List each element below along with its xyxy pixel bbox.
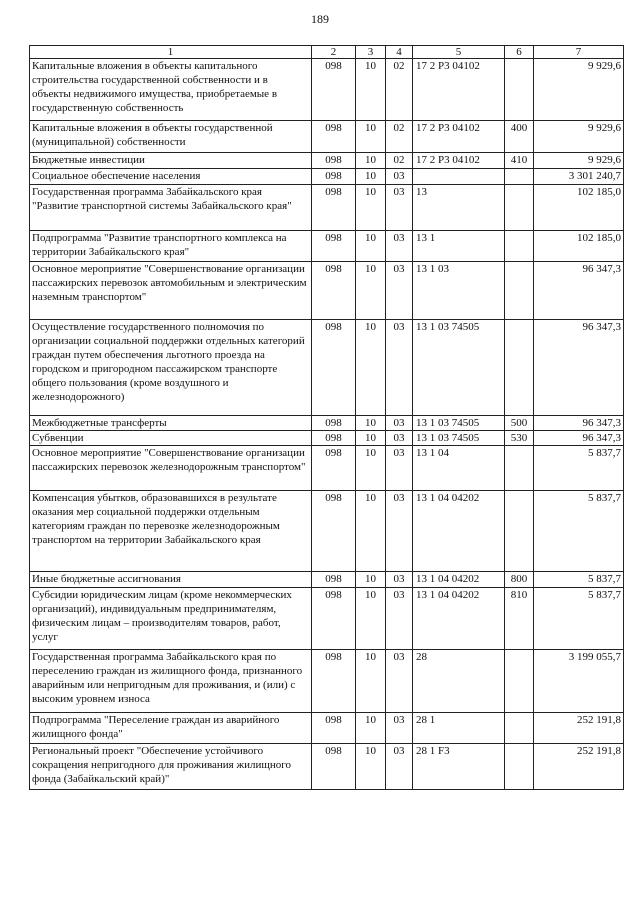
ministry-code-cell: 098 — [312, 431, 356, 446]
row-name-cell: Подпрограмма "Переселение граждан из аварийного жилищного фонда" — [30, 713, 312, 744]
table-header-row — [30, 46, 624, 59]
section-code-cell: 10 — [356, 169, 386, 185]
ministry-code-cell: 098 — [312, 153, 356, 169]
subsection-code-cell: 03 — [386, 416, 413, 431]
target-article-cell: 13 1 04 04202 — [413, 572, 505, 588]
target-article-cell: 28 — [413, 650, 505, 713]
table-row — [30, 416, 624, 431]
subsection-code-cell: 03 — [386, 431, 413, 446]
section-code-cell: 10 — [356, 431, 386, 446]
target-article-cell: 28 1 — [413, 713, 505, 744]
target-article-cell: 28 1 F3 — [413, 744, 505, 790]
row-name-cell: Основное мероприятие "Совершенствование организации пассажирских перевозок железнодорожным транспортом" — [30, 446, 312, 491]
target-article-cell: 17 2 Р3 04102 — [413, 121, 505, 153]
subsection-code-cell: 03 — [386, 169, 413, 185]
section-code-cell: 10 — [356, 416, 386, 431]
target-article-cell: 17 2 Р3 04102 — [413, 59, 505, 121]
amount-cell: 96 347,3 — [534, 431, 624, 446]
subsection-code-cell: 03 — [386, 588, 413, 650]
target-article-cell: 13 1 03 74505 — [413, 431, 505, 446]
amount-cell: 5 837,7 — [534, 588, 624, 650]
section-code-cell: 10 — [356, 59, 386, 121]
amount-cell: 96 347,3 — [534, 262, 624, 320]
expense-type-cell — [505, 744, 534, 790]
amount-cell: 102 185,0 — [534, 185, 624, 231]
subsection-code-cell: 02 — [386, 153, 413, 169]
ministry-code-cell: 098 — [312, 59, 356, 121]
page-number: 189 — [311, 12, 329, 26]
column-header: 6 — [505, 46, 534, 59]
ministry-code-cell: 098 — [312, 416, 356, 431]
row-name-cell: Субвенции — [30, 431, 312, 446]
subsection-code-cell: 03 — [386, 320, 413, 416]
subsection-code-cell: 03 — [386, 744, 413, 790]
table-row — [30, 59, 624, 121]
section-code-cell: 10 — [356, 446, 386, 491]
expense-type-cell — [505, 713, 534, 744]
section-code-cell: 10 — [356, 650, 386, 713]
row-name-cell: Капитальные вложения в объекты государственной (муниципальной) собственности — [30, 121, 312, 153]
table-row — [30, 231, 624, 262]
row-name-cell: Основное мероприятие "Совершенствование организации пассажирских перевозок автомобильным и электрическим наземным транспортом" — [30, 262, 312, 320]
amount-cell: 96 347,3 — [534, 320, 624, 416]
amount-cell: 252 191,8 — [534, 744, 624, 790]
ministry-code-cell: 098 — [312, 572, 356, 588]
row-name-cell: Государственная программа Забайкальского края "Развитие транспортной системы Забайкальского края" — [30, 185, 312, 231]
section-code-cell: 10 — [356, 320, 386, 416]
subsection-code-cell: 03 — [386, 650, 413, 713]
table-row — [30, 713, 624, 744]
expense-type-cell: 500 — [505, 416, 534, 431]
table-row — [30, 431, 624, 446]
table-row — [30, 446, 624, 491]
section-code-cell: 10 — [356, 588, 386, 650]
table-row — [30, 262, 624, 320]
subsection-code-cell: 03 — [386, 491, 413, 572]
ministry-code-cell: 098 — [312, 744, 356, 790]
target-article-cell: 13 1 04 — [413, 446, 505, 491]
table-row — [30, 491, 624, 572]
subsection-code-cell: 03 — [386, 446, 413, 491]
expense-type-cell — [505, 320, 534, 416]
amount-cell: 5 837,7 — [534, 491, 624, 572]
target-article-cell: 13 1 04 04202 — [413, 588, 505, 650]
expense-type-cell — [505, 262, 534, 320]
ministry-code-cell: 098 — [312, 491, 356, 572]
row-name-cell: Подпрограмма "Развитие транспортного комплекса на территории Забайкальского края" — [30, 231, 312, 262]
table-row — [30, 121, 624, 153]
amount-cell: 9 929,6 — [534, 59, 624, 121]
target-article-cell: 13 1 03 — [413, 262, 505, 320]
table-row — [30, 572, 624, 588]
expense-type-cell — [505, 169, 534, 185]
ministry-code-cell: 098 — [312, 185, 356, 231]
expense-type-cell — [505, 185, 534, 231]
target-article-cell: 17 2 Р3 04102 — [413, 153, 505, 169]
ministry-code-cell: 098 — [312, 320, 356, 416]
expense-type-cell — [505, 446, 534, 491]
table-row — [30, 185, 624, 231]
target-article-cell: 13 1 03 74505 — [413, 416, 505, 431]
table-row — [30, 588, 624, 650]
expense-type-cell: 800 — [505, 572, 534, 588]
ministry-code-cell: 098 — [312, 231, 356, 262]
section-code-cell: 10 — [356, 153, 386, 169]
column-header: 2 — [312, 46, 356, 59]
expense-type-cell: 400 — [505, 121, 534, 153]
table-row — [30, 153, 624, 169]
column-header: 5 — [413, 46, 505, 59]
ministry-code-cell: 098 — [312, 713, 356, 744]
ministry-code-cell: 098 — [312, 446, 356, 491]
ministry-code-cell: 098 — [312, 588, 356, 650]
section-code-cell: 10 — [356, 713, 386, 744]
section-code-cell: 10 — [356, 744, 386, 790]
row-name-cell: Государственная программа Забайкальского края по переселению граждан из жилищного фонда, признанного аварийным или непригодным для проживания, и (или) с высоким уровнем износа — [30, 650, 312, 713]
section-code-cell: 10 — [356, 491, 386, 572]
subsection-code-cell: 03 — [386, 262, 413, 320]
target-article-cell — [413, 169, 505, 185]
ministry-code-cell: 098 — [312, 650, 356, 713]
row-name-cell: Межбюджетные трансферты — [30, 416, 312, 431]
row-name-cell: Капитальные вложения в объекты капитального строительства государственной собственности и в объекты недвижимого имущества, приобретаемые в государственную собственность — [30, 59, 312, 121]
subsection-code-cell: 03 — [386, 713, 413, 744]
table-row — [30, 169, 624, 185]
subsection-code-cell: 03 — [386, 231, 413, 262]
subsection-code-cell: 03 — [386, 185, 413, 231]
column-header: 3 — [356, 46, 386, 59]
table-row — [30, 320, 624, 416]
row-name-cell: Компенсация убытков, образовавшихся в результате оказания мер социальной поддержки отдельным категориям граждан по перевозке железнодорожным транспортом на территории Забайкальского края — [30, 491, 312, 572]
amount-cell: 5 837,7 — [534, 572, 624, 588]
target-article-cell: 13 1 04 04202 — [413, 491, 505, 572]
target-article-cell: 13 1 — [413, 231, 505, 262]
expense-type-cell — [505, 59, 534, 121]
row-name-cell: Иные бюджетные ассигнования — [30, 572, 312, 588]
target-article-cell: 13 1 03 74505 — [413, 320, 505, 416]
amount-cell: 102 185,0 — [534, 231, 624, 262]
amount-cell: 9 929,6 — [534, 121, 624, 153]
amount-cell: 3 199 055,7 — [534, 650, 624, 713]
section-code-cell: 10 — [356, 231, 386, 262]
section-code-cell: 10 — [356, 185, 386, 231]
row-name-cell: Региональный проект "Обеспечение устойчивого сокращения непригодного для проживания жилищного фонда (Забайкальский край)" — [30, 744, 312, 790]
ministry-code-cell: 098 — [312, 169, 356, 185]
expense-type-cell — [505, 650, 534, 713]
expense-type-cell: 810 — [505, 588, 534, 650]
target-article-cell: 13 — [413, 185, 505, 231]
column-header: 7 — [534, 46, 624, 59]
row-name-cell: Социальное обеспечение населения — [30, 169, 312, 185]
amount-cell: 96 347,3 — [534, 416, 624, 431]
section-code-cell: 10 — [356, 572, 386, 588]
row-name-cell: Субсидии юридическим лицам (кроме некоммерческих организаций), индивидуальным предпринимателям, физическим лицам – производителям товаров, работ, услуг — [30, 588, 312, 650]
expense-type-cell: 410 — [505, 153, 534, 169]
row-name-cell: Бюджетные инвестиции — [30, 153, 312, 169]
amount-cell: 252 191,8 — [534, 713, 624, 744]
expense-type-cell: 530 — [505, 431, 534, 446]
amount-cell: 3 301 240,7 — [534, 169, 624, 185]
section-code-cell: 10 — [356, 262, 386, 320]
expense-type-cell — [505, 231, 534, 262]
table-row — [30, 650, 624, 713]
subsection-code-cell: 02 — [386, 121, 413, 153]
budget-table — [29, 45, 624, 790]
subsection-code-cell: 03 — [386, 572, 413, 588]
column-header: 4 — [386, 46, 413, 59]
column-header: 1 — [30, 46, 312, 59]
ministry-code-cell: 098 — [312, 262, 356, 320]
amount-cell: 5 837,7 — [534, 446, 624, 491]
ministry-code-cell: 098 — [312, 121, 356, 153]
amount-cell: 9 929,6 — [534, 153, 624, 169]
section-code-cell: 10 — [356, 121, 386, 153]
expense-type-cell — [505, 491, 534, 572]
subsection-code-cell: 02 — [386, 59, 413, 121]
table-row — [30, 744, 624, 790]
row-name-cell: Осуществление государственного полномочия по организации социальной поддержки отдельных категорий граждан путем обеспечения льготного проезда на городском и пригородном пассажирском транспорте общего пользования (кроме воздушного и железнодорожного) — [30, 320, 312, 416]
